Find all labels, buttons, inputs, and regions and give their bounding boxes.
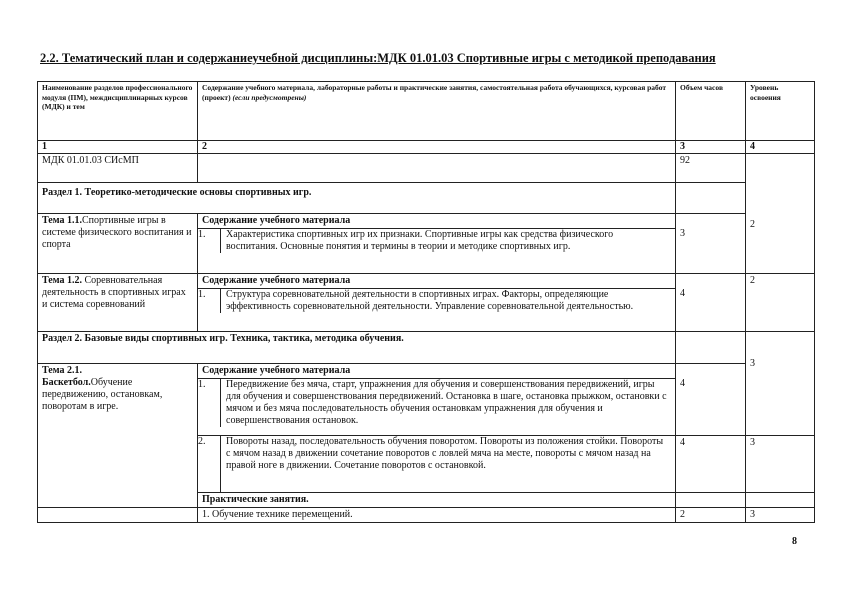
- topic12-item-num: 1.: [198, 289, 221, 313]
- header-col-content: [198, 82, 676, 141]
- column-number-2: 2: [198, 141, 676, 154]
- topic21-row: [38, 364, 815, 436]
- section2-row: [38, 332, 815, 364]
- thematic-plan-table: [37, 81, 815, 523]
- section1-row: [38, 183, 815, 214]
- topic21-item2-num: 2.: [198, 436, 221, 492]
- topic11-content-label: Содержание учебного материала: [198, 214, 675, 229]
- column-number-row: [38, 141, 815, 154]
- topic11-title: Тема 1.1.Спортивные игры в системе физического воспитания и спорта: [38, 214, 198, 274]
- topic21-item2-hours: 4: [676, 436, 746, 493]
- topic21-item2: [198, 436, 676, 493]
- section1-title: Раздел 1. Теоретико-методические основы спортивных игр.: [38, 183, 676, 214]
- topic12-level: 2: [746, 274, 815, 332]
- column-number-1: 1: [38, 141, 198, 154]
- topic12-row: [38, 274, 815, 332]
- course-hours: 92: [676, 154, 746, 183]
- section2-title: Раздел 2. Базовые виды спортивных игр. Техника, тактика, методика обучения.: [38, 332, 676, 364]
- header-content-main: Содержание учебного материала, лабораторные работы и практические занятия, самостоятельная работа обучающихся, курсовая работ (проект): [202, 83, 667, 102]
- course-row: [38, 154, 815, 183]
- practice1-row: [38, 508, 815, 523]
- practice1-text: 1. Обучение технике перемещений.: [198, 508, 676, 523]
- topic21-title: Тема 2.1. Баскетбол.Обучение передвижению, остановкам, поворотам в игре.: [38, 364, 198, 508]
- header-col-level: Уровень освоения: [746, 82, 815, 141]
- header-col-sections: Наименование разделов профессионального модуля (ПМ), междисциплинарных курсов (МДК) и тем: [38, 82, 198, 141]
- topic11-level: 2: [746, 154, 815, 274]
- page-number: 8: [792, 536, 797, 547]
- topic21-item1-text: Передвижение без мяча, старт, упражнения для обучения и совершенствования передвижений, игры для обучения и совершенствования передвижений. Остановка в шаге, остановка прыжком, остановки с мячом и без мяча последовательность обучения остановкам упражнения для обучения и совершенствования остановок.: [226, 379, 667, 426]
- topic21-level: 3: [746, 332, 815, 436]
- topic12-content: [198, 274, 676, 332]
- practice-label: Практические занятия.: [198, 493, 676, 508]
- topic21-item1-num: 1.: [198, 379, 221, 427]
- header-col-hours: Объем часов: [676, 82, 746, 141]
- table-header-row: [38, 82, 815, 141]
- topic21-item2-level: 3: [746, 436, 815, 493]
- topic11-hours: 3: [676, 214, 746, 274]
- topic12-hours: 4: [676, 274, 746, 332]
- practice1-level: 3: [746, 508, 815, 523]
- topic21-content-label: Содержание учебного материала: [198, 364, 675, 379]
- practice1-hours: 2: [676, 508, 746, 523]
- topic21-item2-text: Повороты назад, последовательность обучения поворотом. Повороты из положения стойки. Повороты с мячом назад в движении сочетание поворотов с ловлей мяча на месте, повороты с мячом назад на правой ноге в движении. Сочетание поворотов с остановкой.: [226, 436, 664, 471]
- header-content-note: (если предусмотрены): [232, 92, 307, 102]
- column-number-3: 3: [676, 141, 746, 154]
- column-number-4: 4: [746, 141, 815, 154]
- course-name: МДК 01.01.03 СИсМП: [38, 154, 198, 183]
- topic21-item1-hours: 4: [676, 364, 746, 436]
- topic11-row: [38, 214, 815, 274]
- topic12-title: Тема 1.2. Соревновательная деятельность в спортивных играх и система соревнований: [38, 274, 198, 332]
- topic11-item-num: 1.: [198, 229, 221, 253]
- topic11-content: [198, 214, 676, 274]
- topic12-content-label: Содержание учебного материала: [198, 274, 675, 289]
- topic21-content: [198, 364, 676, 436]
- topic12-item-text: Структура соревновательной деятельности в спортивных играх. Факторы, определяющие эффективность соревновательной деятельности. Управление соревновательной деятельностью.: [226, 289, 634, 312]
- section-title: 2.2. Тематический план и содержаниеучебной дисциплины:МДК 01.01.03 Спортивные игры с методикой преподавания: [40, 51, 716, 65]
- topic11-item-text: Характеристика спортивных игр их признаки. Спортивные игры как средства физического воспитания. Основные понятия и термины в теории и методике спортивных игр.: [226, 229, 614, 252]
